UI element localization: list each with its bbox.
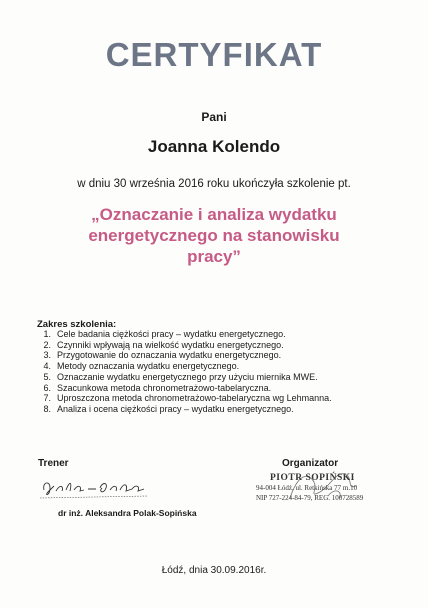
trainer-name: dr inż. Aleksandra Polak-Sopińska bbox=[58, 508, 197, 518]
place-date: Łódź, dnia 30.09.2016r. bbox=[161, 565, 267, 576]
list-item bbox=[37, 383, 332, 394]
list-item-text: Przygotowanie do oznaczania wydatku energetycznego. bbox=[57, 350, 282, 361]
list-item-text: Analiza i ocena ciężkości pracy – wydatku energetycznego. bbox=[57, 403, 294, 414]
list-item-text: Cele badania ciężkości pracy – wydatku energetycznego. bbox=[57, 329, 286, 339]
trainer-heading: Trener bbox=[38, 458, 69, 469]
list-item-text: Uproszczona metoda chronometrażowo-tabelaryczna wg Lehmanna. bbox=[57, 393, 332, 404]
certificate-title: CERTYFIKAT bbox=[105, 36, 323, 73]
list-item-number: 8. bbox=[43, 403, 51, 414]
scope-list bbox=[37, 329, 332, 415]
list-item bbox=[37, 340, 332, 351]
list-item bbox=[37, 329, 332, 340]
trainer-signature bbox=[36, 472, 152, 502]
course-title: „Oznaczanie i analiza wydatku energetycznego na stanowisku pracy” bbox=[88, 205, 340, 266]
stamp-name: PIOTR SOPIŃSKI bbox=[270, 473, 355, 483]
list-item-number: 6. bbox=[43, 382, 51, 393]
list-item-number: 2. bbox=[43, 339, 51, 350]
organizer-signature bbox=[284, 468, 364, 508]
list-item bbox=[37, 372, 332, 383]
list-item bbox=[37, 350, 332, 361]
salutation: Pani bbox=[201, 110, 227, 124]
recipient-name: Joanna Kolendo bbox=[147, 137, 281, 156]
list-item-text: Metody oznaczania wydatku energetycznego. bbox=[57, 361, 240, 372]
list-item-number: 7. bbox=[43, 393, 51, 404]
list-item-number: 5. bbox=[43, 371, 51, 382]
scope-heading: Zakres szkolenia: bbox=[37, 319, 117, 330]
list-item-text: Czynniki wpływają na wielkość wydatku energetycznego. bbox=[57, 339, 284, 350]
list-item-number: 4. bbox=[43, 361, 51, 372]
list-item-text: Oznaczanie wydatku energetycznego przy użyciu miernika MWE. bbox=[57, 371, 318, 382]
list-item-number: 3. bbox=[43, 350, 51, 361]
list-item bbox=[37, 361, 332, 372]
stamp-ids: NIP 727-224-84-79, REG. 100728589 bbox=[256, 494, 364, 502]
list-item bbox=[37, 404, 332, 415]
list-item-number: 1. bbox=[43, 329, 51, 339]
list-item-text: Szacunkowa metoda chronometrażowo-tabelaryczna. bbox=[57, 382, 272, 393]
organizer-heading: Organizator bbox=[282, 458, 339, 469]
stamp-address: 94-004 Łódź, ul. Retkińska 77 m.10 bbox=[256, 484, 358, 492]
completion-statement: w dniu 30 września 2016 roku ukończyła szkolenie pt. bbox=[77, 178, 351, 190]
list-item bbox=[37, 393, 332, 404]
